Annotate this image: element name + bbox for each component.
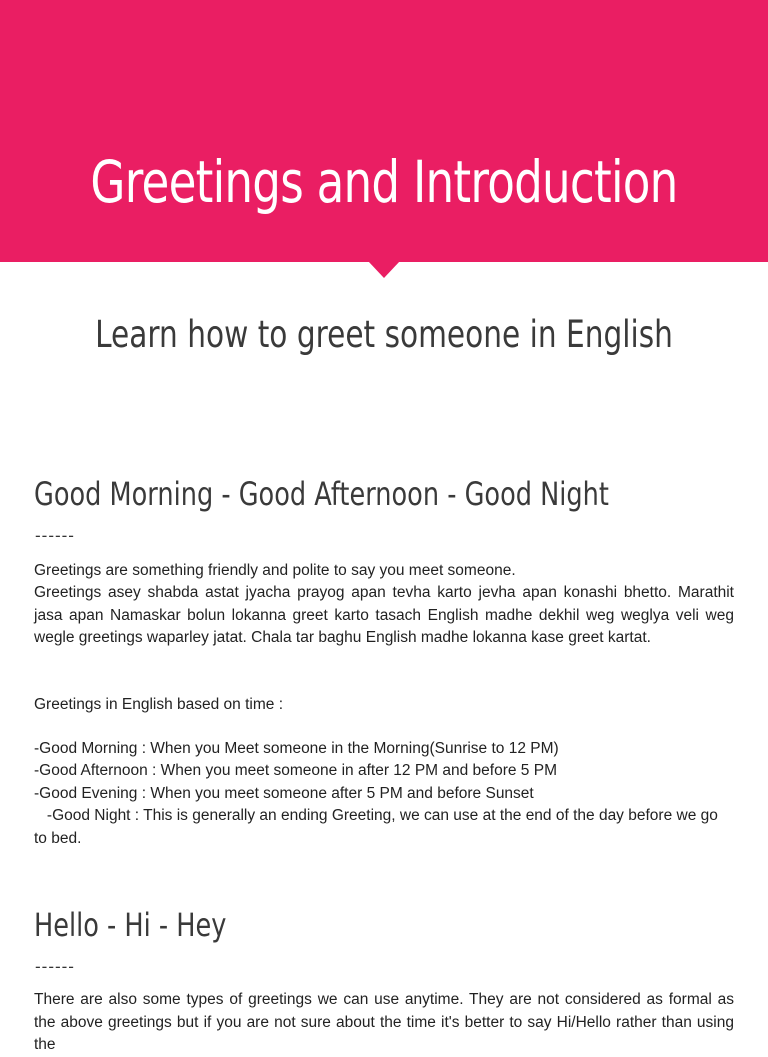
section-divider: ------ — [35, 526, 75, 545]
page-subtitle: Learn how to greet someone in English — [95, 313, 673, 356]
section-divider-2: ------ — [35, 957, 75, 976]
page-title: Greetings and Introduction — [90, 148, 678, 216]
list-item-good-morning: -Good Morning : When you Meet someone in the Morning(Sunrise to 12 PM) — [34, 740, 559, 757]
section-heading-good-morning: Good Morning - Good Afternoon - Good Night — [34, 475, 609, 513]
list-item-good-afternoon: -Good Afternoon : When you meet someone in after 12 PM and before 5 PM — [34, 762, 557, 779]
section-heading-hello: Hello - Hi - Hey — [34, 906, 227, 944]
intro-line: Greetings are something friendly and polite to say you meet someone. — [34, 562, 516, 579]
time-greetings-heading: Greetings in English based on time : — [34, 696, 283, 713]
intro-paragraph: Greetings asey shabda astat jyacha prayog apan tevha karto jevha apan konashi bhetto. Marathit jasa apan Namaskar bolun lokanna greet karto tasach English madhe dekhil weg weglya veli weg wegle greetings waparley jatat. Chala tar baghu English madhe lokanna kase greet kartat. — [34, 584, 734, 646]
list-item-good-evening: -Good Evening : When you meet someone after 5 PM and before Sunset — [34, 785, 534, 802]
hello-paragraph: There are also some types of greetings we can use anytime. They are not considered as formal as the above greetings but if you are not sure about the time it's better to say Hi/Hello rather than using the — [34, 991, 734, 1053]
list-item-good-night: -Good Night : This is generally an ending Greeting, we can use at the end of the day before we go to bed. — [34, 807, 723, 847]
banner-pointer-arrow — [368, 261, 400, 278]
